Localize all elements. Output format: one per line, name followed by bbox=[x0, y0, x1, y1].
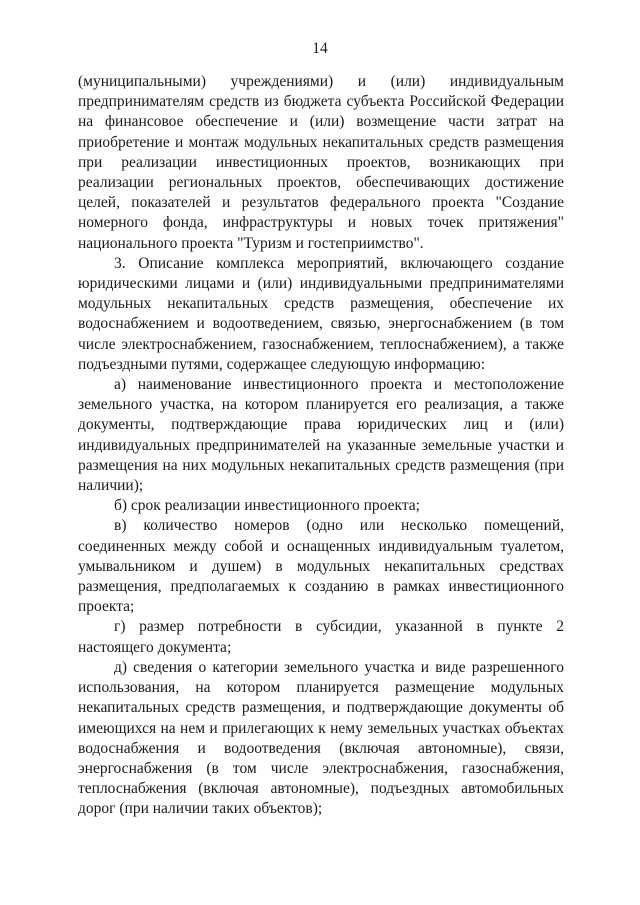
paragraph-continuation: (муниципальными) учреждениями) и (или) индивидуальным предпринимателям средств из бюджета субъекта Российской Федерации на финансовое обеспечение и (или) возмещение части затрат на приобретение и монтаж модульных некапитальных средств размещения при реализации инвестиционных проектов, возникающих при реализации региональных проектов, обеспечивающих достижение целей, показателей и результатов федерального проекта "Создание номерного фонда, инфраструктуры и новых точек притяжения" национального проекта "Туризм и гостеприимство". bbox=[78, 73, 564, 252]
paragraph-subitem-v: в) количество номеров (одно или несколько помещений, соединенных между собой и оснащенных индивидуальным туалетом, умывальником и душем) в модульных некапитальных средствах размещения, предполагаемых к созданию в рамках инвестиционного проекта; bbox=[78, 517, 564, 616]
page-number: 14 bbox=[312, 40, 328, 57]
paragraph-item-3: 3. Описание комплекса мероприятий, включающего создание юридическими лицами и (или) индивидуальными предпринимателями модульных некапитальных средств размещения, обеспечение их водоснабжением и водоотведением, связью, энергоснабжением (в том числе электроснабжением, газоснабжением, теплоснабжением), а также подъездными путями, содержащее следующую информацию: bbox=[78, 254, 564, 373]
paragraph-subitem-a: а) наименование инвестиционного проекта и местоположение земельного участка, на котором планируется его реализация, а также документы, подтверждающие права юридических лиц и (или) индивидуальных предпринимателей на указанные земельные участки и размещения на них модульных некапитальных средств размещения (при наличии); bbox=[78, 376, 564, 495]
paragraph-subitem-d: д) сведения о категории земельного участка и виде разрешенного использования, на котором планируется размещение модульных некапитальных средств размещения, и подтверждающие документы об имеющихся на нем и прилегающих к нему земельных участках объектах водоснабжения и водоотведения (включая автономные), связи, энергоснабжения (в том числе электроснабжения, газоснабжения, теплоснабжения (включая автономные), подъездных автомобильных дорог (при наличии таких объектов); bbox=[78, 658, 564, 818]
paragraph-subitem-b: б) срок реализации инвестиционного проекта; bbox=[114, 497, 420, 515]
paragraph-subitem-g: г) размер потребности в субсидии, указанной в пункте 2 настоящего документа; bbox=[78, 618, 564, 656]
document-body bbox=[78, 72, 564, 820]
